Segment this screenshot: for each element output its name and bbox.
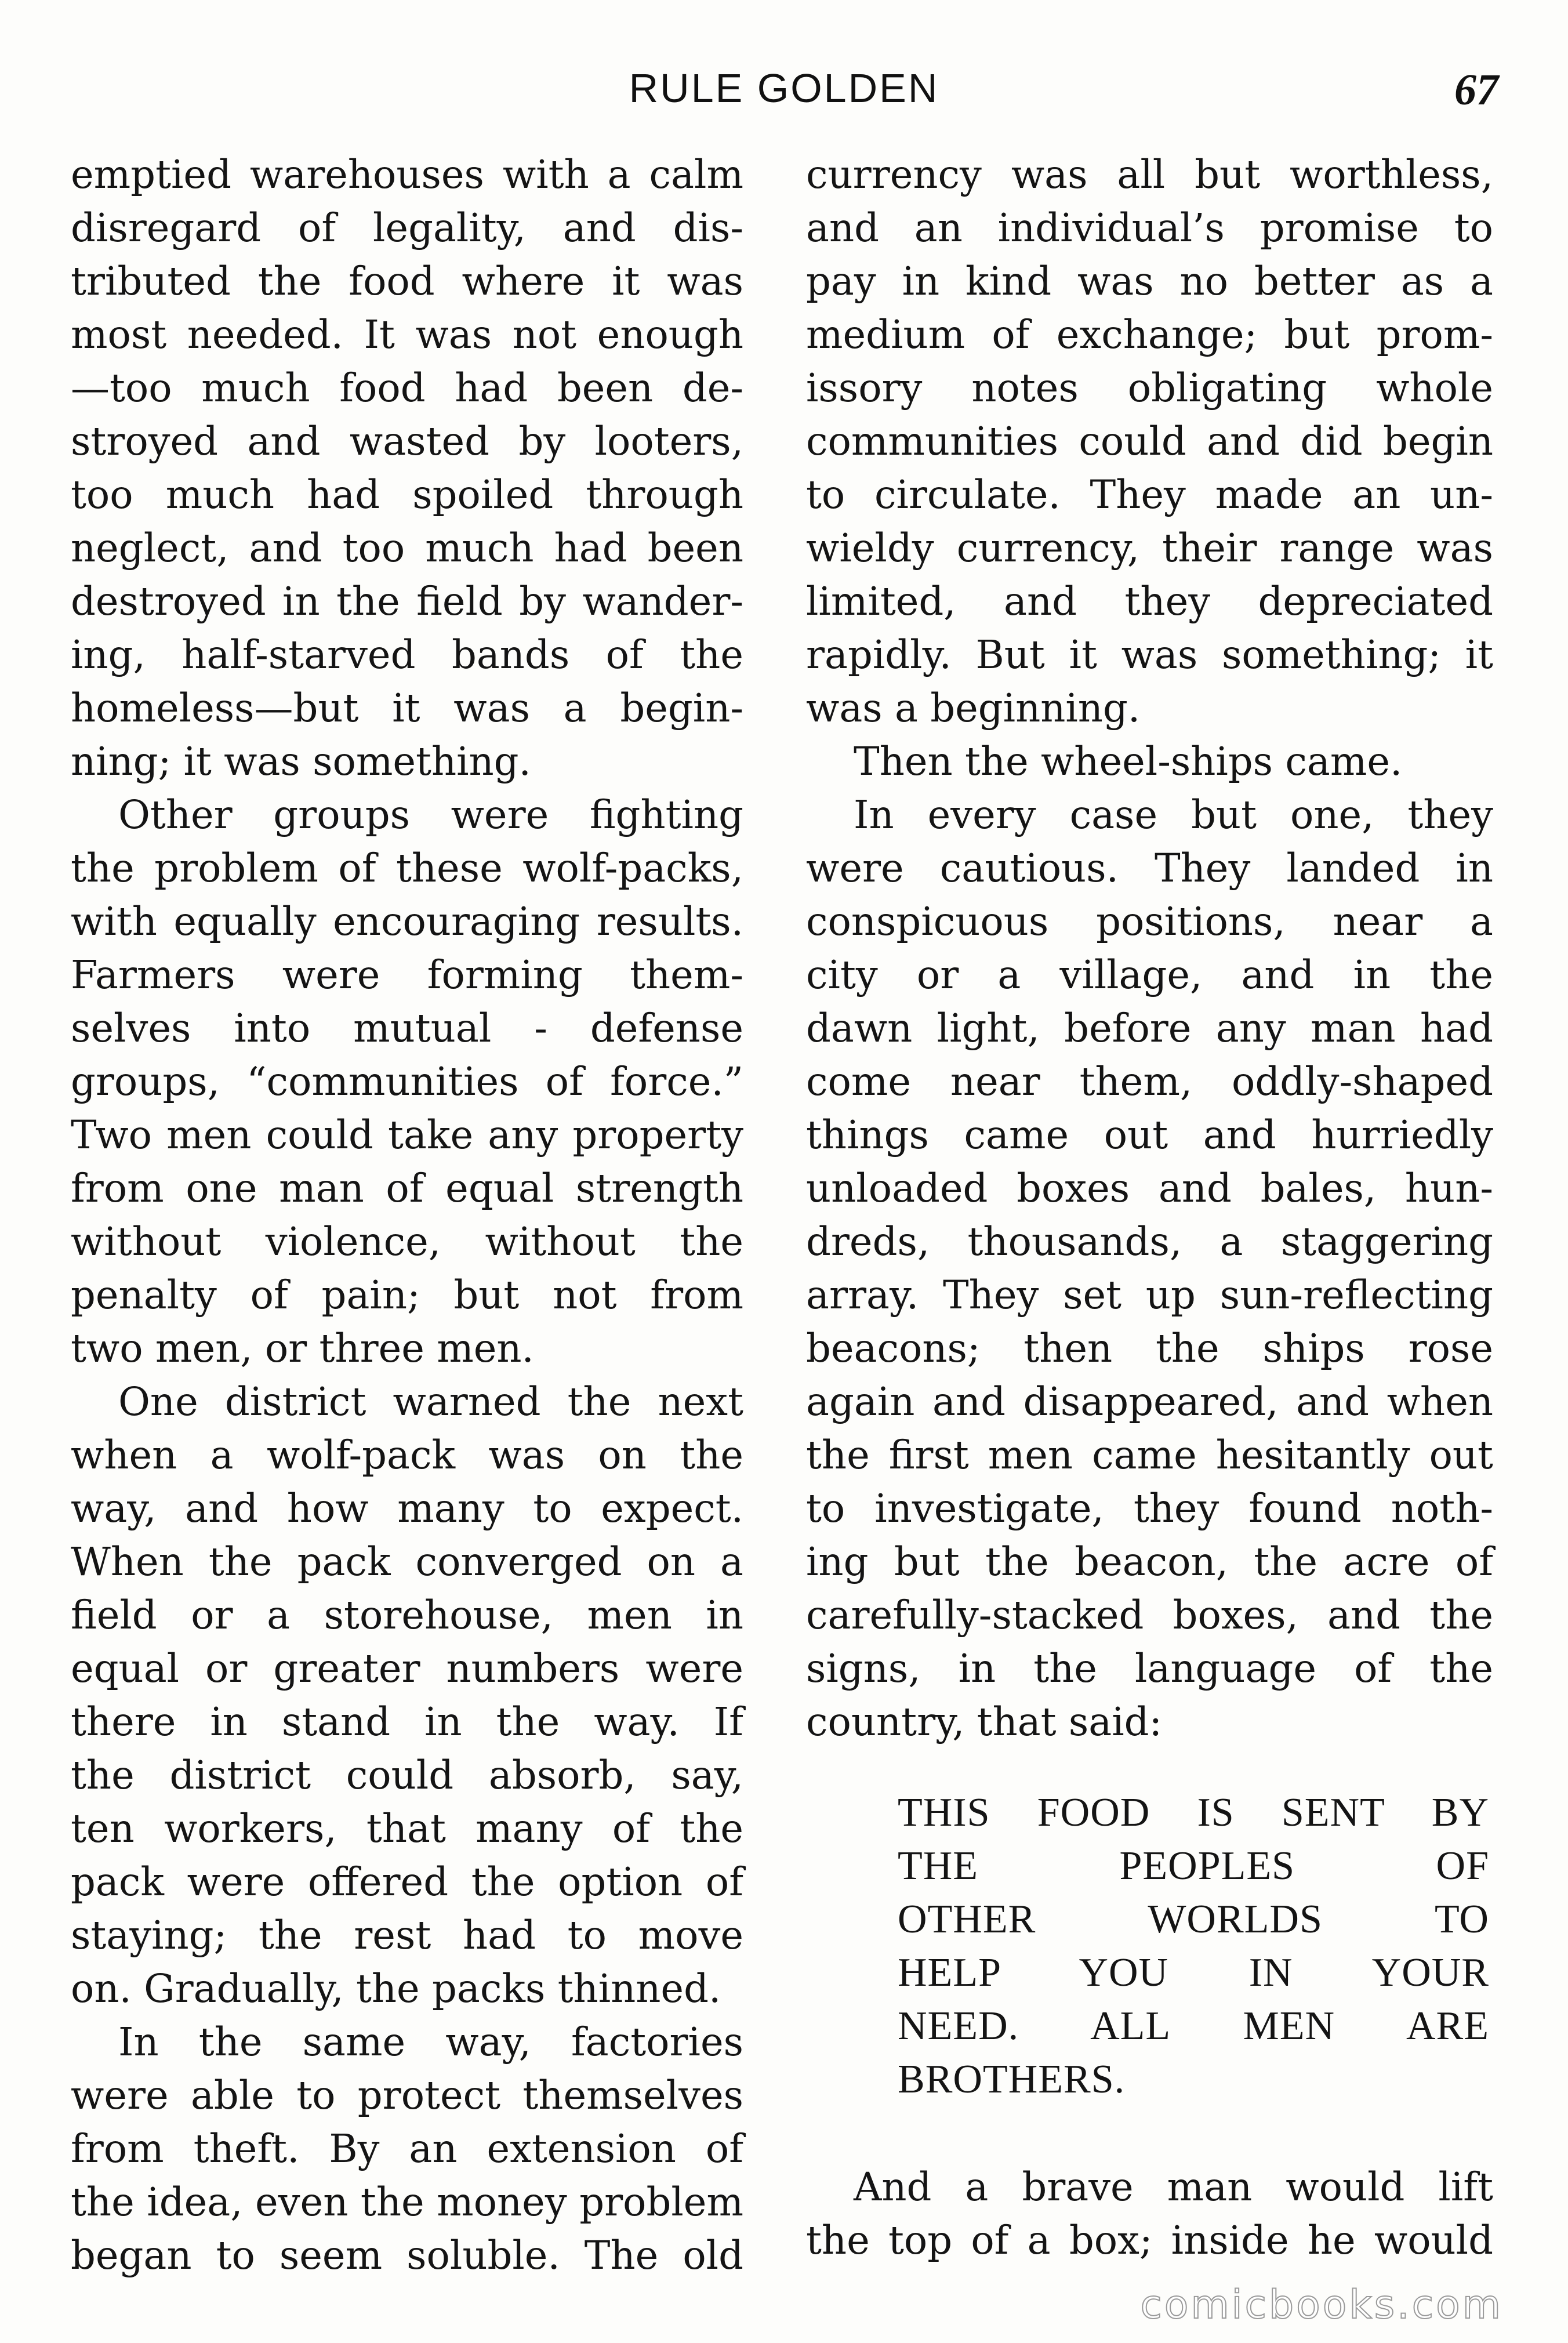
- text-line: Two men could take any property: [71, 1112, 743, 1158]
- text-line: When the pack converged on a: [71, 1539, 743, 1584]
- text-line: Farmers were forming them-: [71, 952, 743, 998]
- text-line: the top of a box; inside he would: [806, 2218, 1493, 2263]
- paragraph-start-line: One district warned the next: [118, 1379, 743, 1424]
- text-line: and an individual’s promise to: [806, 205, 1493, 251]
- text-line: come near them, oddly-shaped: [806, 1059, 1493, 1104]
- closing-paragraph: [806, 2160, 1493, 2267]
- text-line: dreds, thousands, a staggering: [806, 1219, 1493, 1264]
- text-line: equal or greater numbers were: [71, 1646, 743, 1691]
- text-line: without violence, without the: [71, 1219, 743, 1264]
- text-line: the idea, even the money problem: [71, 2179, 743, 2225]
- watermark-logo: comicbooks.com: [1140, 2282, 1503, 2328]
- text-line: the problem of these wolf-packs,: [71, 846, 743, 891]
- text-line: city or a village, and in the: [806, 952, 1493, 998]
- notice-line: BROTHERS.: [898, 2057, 1126, 2102]
- paragraph-start-line: Other groups were fighting: [118, 792, 743, 837]
- left-text-column: [71, 148, 743, 2282]
- text-line: currency was all but worthless,: [806, 152, 1493, 197]
- text-line: communities could and did begin: [806, 419, 1493, 464]
- text-line: the first men came hesitantly out: [806, 1432, 1493, 1478]
- text-line: selves into mutual - defense: [71, 1006, 743, 1051]
- text-line: again and disappeared, and when: [806, 1379, 1493, 1424]
- paragraph-end-line: country, that said:: [806, 1699, 1163, 1744]
- paragraph-start-line: In the same way, factories: [118, 2019, 743, 2065]
- text-line: pay in kind was no better as a: [806, 259, 1493, 304]
- text-line: beacons; then the ships rose: [806, 1326, 1493, 1371]
- text-line: most needed. It was not enough: [71, 312, 743, 357]
- text-line: unloaded boxes and bales, hun-: [806, 1166, 1493, 1211]
- text-line: ten workers, that many of the: [71, 1806, 743, 1851]
- right-text-column: [806, 148, 1493, 1749]
- text-line: things came out and hurriedly: [806, 1112, 1493, 1158]
- notice-line: THE PEOPLES OF: [898, 1844, 1489, 1888]
- text-line: there in stand in the way. If: [71, 1699, 743, 1744]
- paragraph-start-line: And a brave man would lift: [854, 2164, 1493, 2210]
- text-line: destroyed in the field by wander-: [71, 579, 743, 624]
- text-line: to investigate, they found noth-: [806, 1486, 1493, 1531]
- paragraph-end-line: on. Gradually, the packs thinned.: [71, 1966, 721, 2011]
- text-line: field or a storehouse, men in: [71, 1593, 743, 1638]
- text-line: to circulate. They made an un-: [806, 472, 1493, 517]
- paragraph-end-line: two men, or three men.: [71, 1326, 534, 1371]
- text-line: homeless—but it was a begin-: [71, 686, 743, 731]
- text-line: carefully-stacked boxes, and the: [806, 1593, 1493, 1638]
- text-line: from theft. By an extension of: [71, 2126, 743, 2171]
- text-line: disregard of legality, and dis-: [71, 205, 743, 251]
- text-line: tributed the food where it was: [71, 259, 743, 304]
- text-line: pack were offered the option of: [71, 1859, 743, 1905]
- text-line: penalty of pain; but not from: [71, 1272, 743, 1318]
- text-line: too much had spoiled through: [71, 472, 743, 517]
- text-line: staying; the rest had to move: [71, 1913, 743, 1958]
- text-line: dawn light, before any man had: [806, 1006, 1493, 1051]
- running-header-title: RULE GOLDEN: [629, 66, 939, 111]
- text-line: groups, “communities of force.”: [71, 1059, 743, 1104]
- text-line: from one man of equal strength: [71, 1166, 743, 1211]
- paragraph-end-line: was a beginning.: [806, 686, 1141, 731]
- text-line: neglect, and too much had been: [71, 525, 743, 571]
- single-line-paragraph: Then the wheel-ships came.: [854, 739, 1403, 784]
- text-line: limited, and they depreciated: [806, 579, 1493, 624]
- page-number: 67: [1454, 66, 1498, 114]
- text-line: ing but the beacon, the acre of: [806, 1539, 1493, 1584]
- text-line: when a wolf-pack was on the: [71, 1432, 743, 1478]
- notice-line: THIS FOOD IS SENT BY: [898, 1790, 1489, 1835]
- text-line: began to seem soluble. The old: [71, 2233, 743, 2278]
- text-line: the district could absorb, say,: [71, 1753, 743, 1798]
- text-line: were cautious. They landed in: [806, 846, 1493, 891]
- text-line: array. They set up sun-reflecting: [806, 1272, 1493, 1318]
- text-line: wieldy currency, their range was: [806, 525, 1493, 571]
- text-line: emptied warehouses with a calm: [71, 152, 743, 197]
- text-line: with equally encouraging results.: [71, 899, 743, 944]
- text-line: —too much food had been de-: [71, 365, 743, 411]
- notice-line: OTHER WORLDS TO: [898, 1897, 1489, 1942]
- text-line: issory notes obligating whole: [806, 365, 1493, 411]
- text-line: medium of exchange; but prom-: [806, 312, 1493, 357]
- text-line: signs, in the language of the: [806, 1646, 1493, 1691]
- text-line: stroyed and wasted by looters,: [71, 419, 743, 464]
- text-line: way, and how many to expect.: [71, 1486, 743, 1531]
- text-line: conspicuous positions, near a: [806, 899, 1493, 944]
- notice-line: NEED. ALL MEN ARE: [898, 2004, 1489, 2048]
- paragraph-end-line: ning; it was something.: [71, 739, 531, 784]
- text-line: ing, half-starved bands of the: [71, 632, 743, 677]
- text-line: rapidly. But it was something; it: [806, 632, 1493, 677]
- text-line: were able to protect themselves: [71, 2073, 743, 2118]
- alien-sign-notice: [898, 1786, 1489, 2106]
- notice-line: HELP YOU IN YOUR: [898, 1950, 1489, 1995]
- paragraph-start-line: In every case but one, they: [854, 792, 1493, 837]
